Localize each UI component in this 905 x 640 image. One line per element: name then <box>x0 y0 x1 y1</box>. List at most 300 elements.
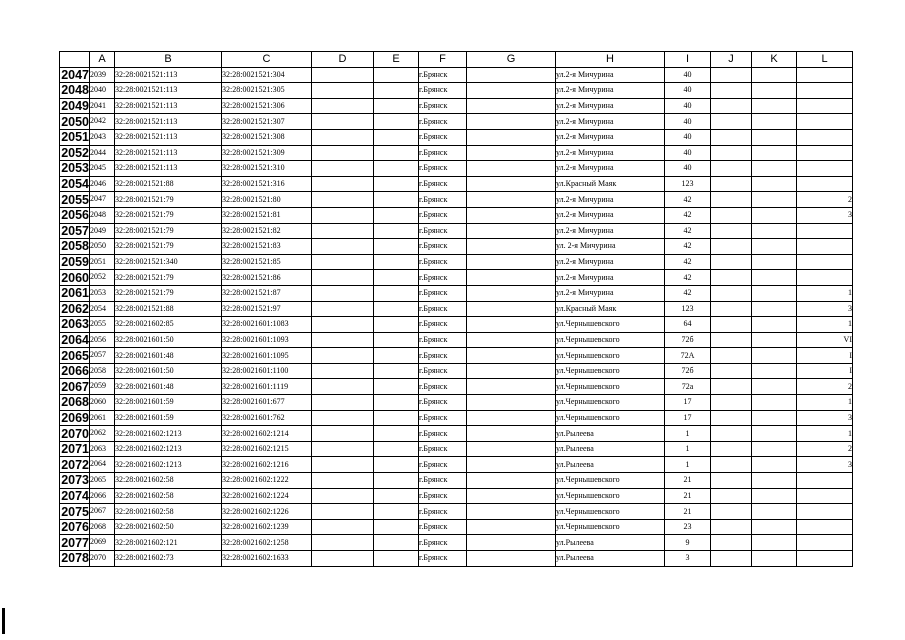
cell-c[interactable]: 32:28:0021521:308 <box>222 129 312 145</box>
cell-g[interactable] <box>467 504 556 520</box>
cell-e[interactable] <box>374 410 419 426</box>
cell-d[interactable] <box>312 348 374 364</box>
row-number[interactable]: 2057 <box>61 223 89 238</box>
cell-a[interactable]: 2048 <box>90 207 115 223</box>
cell-c[interactable]: 32:28:0021521:85 <box>222 254 312 270</box>
cell-k[interactable] <box>752 114 797 130</box>
cell-c[interactable]: 32:28:0021602:1222 <box>222 473 312 489</box>
cell-j[interactable] <box>711 535 752 551</box>
cell-b[interactable]: 32:28:0021521:340 <box>115 254 222 270</box>
cell-f[interactable]: г.Брянск <box>419 129 467 145</box>
cell-g[interactable] <box>467 176 556 192</box>
cell-k[interactable] <box>752 67 797 83</box>
cell-h[interactable]: ул.Чернышевского <box>556 317 665 333</box>
cell-a[interactable]: 2066 <box>90 488 115 504</box>
cell-e[interactable] <box>374 441 419 457</box>
cell-i[interactable]: 17 <box>665 410 711 426</box>
cell-k[interactable] <box>752 410 797 426</box>
cell-c[interactable]: 32:28:0021602:1215 <box>222 441 312 457</box>
cell-k[interactable] <box>752 254 797 270</box>
cell-i[interactable]: 72б <box>665 332 711 348</box>
cell-k[interactable] <box>752 223 797 239</box>
cell-d[interactable] <box>312 192 374 208</box>
cell-h[interactable]: ул.Чернышевского <box>556 395 665 411</box>
cell-f[interactable]: г.Брянск <box>419 285 467 301</box>
cell-h[interactable]: ул.Чернышевского <box>556 473 665 489</box>
column-header-l[interactable]: L <box>797 52 853 68</box>
row-number[interactable]: 2065 <box>61 348 89 363</box>
cell-i[interactable]: 42 <box>665 223 711 239</box>
cell-c[interactable]: 32:28:0021602:1258 <box>222 535 312 551</box>
cell-b[interactable]: 32:28:0021601:59 <box>115 395 222 411</box>
cell-c[interactable]: 32:28:0021601:1083 <box>222 317 312 333</box>
cell-g[interactable] <box>467 161 556 177</box>
cell-l[interactable]: I <box>797 363 853 379</box>
cell-c[interactable]: 32:28:0021521:87 <box>222 285 312 301</box>
cell-d[interactable] <box>312 441 374 457</box>
cell-d[interactable] <box>312 410 374 426</box>
cell-h[interactable]: ул.Чернышевского <box>556 504 665 520</box>
cell-c[interactable]: 32:28:0021521:86 <box>222 270 312 286</box>
cell-b[interactable]: 32:28:0021521:113 <box>115 98 222 114</box>
cell-h[interactable]: ул.2-я Мичурина <box>556 192 665 208</box>
cell-d[interactable] <box>312 270 374 286</box>
row-number[interactable]: 2067 <box>61 379 89 394</box>
cell-f[interactable]: г.Брянск <box>419 223 467 239</box>
cell-b[interactable]: 32:28:0021521:113 <box>115 145 222 161</box>
cell-d[interactable] <box>312 551 374 567</box>
cell-f[interactable]: г.Брянск <box>419 83 467 99</box>
cell-c[interactable]: 32:28:0021521:81 <box>222 207 312 223</box>
cell-i[interactable]: 42 <box>665 207 711 223</box>
cell-f[interactable]: г.Брянск <box>419 67 467 83</box>
cell-h[interactable]: ул.Рылеева <box>556 535 665 551</box>
cell-l[interactable]: 1 <box>797 426 853 442</box>
column-header-g[interactable]: G <box>467 52 556 68</box>
cell-e[interactable] <box>374 270 419 286</box>
cell-h[interactable]: ул.Чернышевского <box>556 363 665 379</box>
cell-i[interactable]: 72а <box>665 379 711 395</box>
cell-g[interactable] <box>467 348 556 364</box>
cell-k[interactable] <box>752 457 797 473</box>
cell-c[interactable]: 32:28:0021521:97 <box>222 301 312 317</box>
cell-k[interactable] <box>752 83 797 99</box>
cell-l[interactable] <box>797 519 853 535</box>
cell-l[interactable]: 3 <box>797 457 853 473</box>
cell-h[interactable]: ул.2-я Мичурина <box>556 129 665 145</box>
cell-f[interactable]: г.Брянск <box>419 98 467 114</box>
cell-i[interactable]: 123 <box>665 301 711 317</box>
cell-b[interactable]: 32:28:0021521:113 <box>115 161 222 177</box>
cell-g[interactable] <box>467 129 556 145</box>
cell-k[interactable] <box>752 301 797 317</box>
cell-h[interactable]: ул.Красный Маяк <box>556 301 665 317</box>
cell-l[interactable]: 1 <box>797 395 853 411</box>
cell-g[interactable] <box>467 426 556 442</box>
cell-l[interactable]: 2 <box>797 379 853 395</box>
cell-j[interactable] <box>711 301 752 317</box>
column-header-j[interactable]: J <box>711 52 752 68</box>
cell-d[interactable] <box>312 363 374 379</box>
cell-a[interactable]: 2058 <box>90 363 115 379</box>
cell-k[interactable] <box>752 145 797 161</box>
row-number[interactable]: 2072 <box>61 457 89 472</box>
cell-g[interactable] <box>467 270 556 286</box>
cell-f[interactable]: г.Брянск <box>419 379 467 395</box>
row-number[interactable]: 2054 <box>61 177 89 192</box>
cell-b[interactable]: 32:28:0021602:1213 <box>115 457 222 473</box>
cell-c[interactable]: 32:28:0021601:1100 <box>222 363 312 379</box>
row-number[interactable]: 2051 <box>61 130 89 145</box>
cell-j[interactable] <box>711 457 752 473</box>
cell-b[interactable]: 32:28:0021521:79 <box>115 239 222 255</box>
cell-g[interactable] <box>467 239 556 255</box>
cell-h[interactable]: ул.2-я Мичурина <box>556 223 665 239</box>
cell-j[interactable] <box>711 223 752 239</box>
cell-l[interactable] <box>797 239 853 255</box>
cell-k[interactable] <box>752 488 797 504</box>
cell-l[interactable] <box>797 83 853 99</box>
column-header-i[interactable]: I <box>665 52 711 68</box>
cell-c[interactable]: 32:28:0021601:1093 <box>222 332 312 348</box>
cell-i[interactable]: 1 <box>665 441 711 457</box>
row-number[interactable]: 2076 <box>61 520 89 535</box>
cell-d[interactable] <box>312 457 374 473</box>
cell-l[interactable] <box>797 504 853 520</box>
cell-i[interactable]: 40 <box>665 161 711 177</box>
cell-a[interactable]: 2041 <box>90 98 115 114</box>
row-number[interactable]: 2049 <box>61 99 89 114</box>
cell-i[interactable]: 40 <box>665 67 711 83</box>
cell-c[interactable]: 32:28:0021602:1216 <box>222 457 312 473</box>
row-number[interactable]: 2058 <box>61 239 89 254</box>
column-header-c[interactable]: C <box>222 52 312 68</box>
cell-b[interactable]: 32:28:0021601:50 <box>115 363 222 379</box>
cell-g[interactable] <box>467 301 556 317</box>
cell-i[interactable]: 40 <box>665 114 711 130</box>
cell-c[interactable]: 32:28:0021521:316 <box>222 176 312 192</box>
cell-e[interactable] <box>374 114 419 130</box>
row-number[interactable]: 2053 <box>61 161 89 176</box>
cell-e[interactable] <box>374 145 419 161</box>
cell-l[interactable]: 3 <box>797 410 853 426</box>
cell-k[interactable] <box>752 129 797 145</box>
cell-j[interactable] <box>711 504 752 520</box>
cell-j[interactable] <box>711 270 752 286</box>
cell-e[interactable] <box>374 332 419 348</box>
cell-l[interactable]: 1 <box>797 317 853 333</box>
cell-e[interactable] <box>374 551 419 567</box>
cell-c[interactable]: 32:28:0021601:1119 <box>222 379 312 395</box>
cell-a[interactable]: 2055 <box>90 317 115 333</box>
cell-i[interactable]: 42 <box>665 285 711 301</box>
cell-a[interactable]: 2043 <box>90 129 115 145</box>
cell-e[interactable] <box>374 161 419 177</box>
cell-j[interactable] <box>711 285 752 301</box>
cell-g[interactable] <box>467 317 556 333</box>
cell-f[interactable]: г.Брянск <box>419 473 467 489</box>
cell-d[interactable] <box>312 129 374 145</box>
cell-l[interactable]: 2 <box>797 192 853 208</box>
cell-a[interactable]: 2052 <box>90 270 115 286</box>
cell-h[interactable]: ул.2-я Мичурина <box>556 145 665 161</box>
cell-i[interactable]: 40 <box>665 83 711 99</box>
cell-a[interactable]: 2061 <box>90 410 115 426</box>
cell-c[interactable]: 32:28:0021601:762 <box>222 410 312 426</box>
cell-c[interactable]: 32:28:0021521:80 <box>222 192 312 208</box>
cell-g[interactable] <box>467 379 556 395</box>
cell-c[interactable]: 32:28:0021601:1095 <box>222 348 312 364</box>
cell-j[interactable] <box>711 519 752 535</box>
cell-i[interactable]: 42 <box>665 239 711 255</box>
cell-h[interactable]: ул.Чернышевского <box>556 379 665 395</box>
cell-l[interactable] <box>797 161 853 177</box>
cell-e[interactable] <box>374 83 419 99</box>
cell-d[interactable] <box>312 67 374 83</box>
cell-l[interactable] <box>797 551 853 567</box>
cell-c[interactable]: 32:28:0021602:1224 <box>222 488 312 504</box>
cell-h[interactable]: ул.2-я Мичурина <box>556 98 665 114</box>
cell-d[interactable] <box>312 488 374 504</box>
cell-k[interactable] <box>752 395 797 411</box>
cell-b[interactable]: 32:28:0021602:58 <box>115 488 222 504</box>
cell-a[interactable]: 2064 <box>90 457 115 473</box>
cell-a[interactable]: 2059 <box>90 379 115 395</box>
cell-d[interactable] <box>312 239 374 255</box>
cell-a[interactable]: 2065 <box>90 473 115 489</box>
cell-j[interactable] <box>711 83 752 99</box>
row-number[interactable]: 2070 <box>61 426 89 441</box>
cell-e[interactable] <box>374 426 419 442</box>
cell-b[interactable]: 32:28:0021521:113 <box>115 129 222 145</box>
cell-b[interactable]: 32:28:0021602:1213 <box>115 441 222 457</box>
cell-g[interactable] <box>467 551 556 567</box>
cell-b[interactable]: 32:28:0021521:88 <box>115 301 222 317</box>
cell-k[interactable] <box>752 98 797 114</box>
cell-i[interactable]: 42 <box>665 192 711 208</box>
cell-a[interactable]: 2063 <box>90 441 115 457</box>
cell-b[interactable]: 32:28:0021521:79 <box>115 223 222 239</box>
cell-f[interactable]: г.Брянск <box>419 441 467 457</box>
column-header-e[interactable]: E <box>374 52 419 68</box>
column-header-a[interactable]: A <box>90 52 115 68</box>
cell-j[interactable] <box>711 192 752 208</box>
cell-h[interactable]: ул.2-я Мичурина <box>556 67 665 83</box>
row-number[interactable]: 2071 <box>61 442 89 457</box>
row-number[interactable]: 2048 <box>61 83 89 98</box>
cell-f[interactable]: г.Брянск <box>419 239 467 255</box>
cell-j[interactable] <box>711 161 752 177</box>
cell-j[interactable] <box>711 410 752 426</box>
cell-h[interactable]: ул.2-я Мичурина <box>556 83 665 99</box>
column-header-b[interactable]: B <box>115 52 222 68</box>
cell-h[interactable]: ул.Красный Маяк <box>556 176 665 192</box>
cell-k[interactable] <box>752 161 797 177</box>
cell-e[interactable] <box>374 176 419 192</box>
cell-g[interactable] <box>467 535 556 551</box>
cell-e[interactable] <box>374 457 419 473</box>
cell-k[interactable] <box>752 176 797 192</box>
cell-c[interactable]: 32:28:0021602:1214 <box>222 426 312 442</box>
cell-a[interactable]: 2053 <box>90 285 115 301</box>
cell-h[interactable]: ул.Чернышевского <box>556 519 665 535</box>
cell-f[interactable]: г.Брянск <box>419 317 467 333</box>
row-number[interactable]: 2077 <box>61 535 89 550</box>
row-number[interactable]: 2061 <box>61 286 89 301</box>
cell-h[interactable]: ул.Чернышевского <box>556 332 665 348</box>
cell-b[interactable]: 32:28:0021521:79 <box>115 270 222 286</box>
cell-g[interactable] <box>467 332 556 348</box>
cell-g[interactable] <box>467 207 556 223</box>
cell-c[interactable]: 32:28:0021602:1239 <box>222 519 312 535</box>
cell-h[interactable]: ул.Чернышевского <box>556 348 665 364</box>
cell-d[interactable] <box>312 379 374 395</box>
cell-b[interactable]: 32:28:0021601:59 <box>115 410 222 426</box>
cell-l[interactable] <box>797 254 853 270</box>
cell-h[interactable]: ул.Чернышевского <box>556 488 665 504</box>
column-header-d[interactable]: D <box>312 52 374 68</box>
row-number[interactable]: 2078 <box>61 551 89 566</box>
row-number[interactable]: 2056 <box>61 208 89 223</box>
cell-j[interactable] <box>711 239 752 255</box>
cell-i[interactable]: 40 <box>665 129 711 145</box>
cell-e[interactable] <box>374 488 419 504</box>
cell-j[interactable] <box>711 395 752 411</box>
cell-c[interactable]: 32:28:0021521:307 <box>222 114 312 130</box>
cell-b[interactable]: 32:28:0021602:58 <box>115 473 222 489</box>
row-number[interactable]: 2066 <box>61 364 89 379</box>
cell-l[interactable]: I <box>797 348 853 364</box>
cell-b[interactable]: 32:28:0021521:113 <box>115 114 222 130</box>
cell-i[interactable]: 21 <box>665 488 711 504</box>
cell-g[interactable] <box>467 410 556 426</box>
cell-j[interactable] <box>711 254 752 270</box>
cell-a[interactable]: 2039 <box>90 67 115 83</box>
cell-k[interactable] <box>752 551 797 567</box>
cell-j[interactable] <box>711 176 752 192</box>
cell-j[interactable] <box>711 488 752 504</box>
cell-a[interactable]: 2056 <box>90 332 115 348</box>
cell-j[interactable] <box>711 379 752 395</box>
cell-h[interactable]: ул.Чернышевского <box>556 410 665 426</box>
cell-a[interactable]: 2067 <box>90 504 115 520</box>
cell-i[interactable]: 1 <box>665 457 711 473</box>
cell-i[interactable]: 42 <box>665 270 711 286</box>
cell-d[interactable] <box>312 395 374 411</box>
cell-e[interactable] <box>374 98 419 114</box>
cell-d[interactable] <box>312 301 374 317</box>
row-number[interactable]: 2059 <box>61 255 89 270</box>
cell-k[interactable] <box>752 426 797 442</box>
cell-f[interactable]: г.Брянск <box>419 207 467 223</box>
row-number[interactable]: 2073 <box>61 473 89 488</box>
cell-f[interactable]: г.Брянск <box>419 410 467 426</box>
cell-g[interactable] <box>467 192 556 208</box>
cell-l[interactable] <box>797 98 853 114</box>
row-number[interactable]: 2047 <box>61 67 89 82</box>
cell-k[interactable] <box>752 207 797 223</box>
cell-b[interactable]: 32:28:0021602:85 <box>115 317 222 333</box>
cell-b[interactable]: 32:28:0021602:58 <box>115 504 222 520</box>
cell-d[interactable] <box>312 83 374 99</box>
cell-l[interactable]: 3 <box>797 301 853 317</box>
cell-a[interactable]: 2049 <box>90 223 115 239</box>
cell-j[interactable] <box>711 98 752 114</box>
cell-f[interactable]: г.Брянск <box>419 488 467 504</box>
cell-l[interactable] <box>797 145 853 161</box>
cell-f[interactable]: г.Брянск <box>419 114 467 130</box>
cell-g[interactable] <box>467 223 556 239</box>
cell-j[interactable] <box>711 363 752 379</box>
cell-b[interactable]: 32:28:0021602:121 <box>115 535 222 551</box>
cell-e[interactable] <box>374 363 419 379</box>
cell-k[interactable] <box>752 473 797 489</box>
cell-c[interactable]: 32:28:0021521:306 <box>222 98 312 114</box>
cell-d[interactable] <box>312 114 374 130</box>
cell-a[interactable]: 2054 <box>90 301 115 317</box>
cell-d[interactable] <box>312 207 374 223</box>
cell-i[interactable]: 40 <box>665 98 711 114</box>
cell-f[interactable]: г.Брянск <box>419 457 467 473</box>
cell-k[interactable] <box>752 379 797 395</box>
cell-b[interactable]: 32:28:0021601:50 <box>115 332 222 348</box>
cell-j[interactable] <box>711 207 752 223</box>
cell-c[interactable]: 32:28:0021601:677 <box>222 395 312 411</box>
cell-c[interactable]: 32:28:0021521:83 <box>222 239 312 255</box>
cell-l[interactable] <box>797 114 853 130</box>
cell-j[interactable] <box>711 129 752 145</box>
cell-h[interactable]: ул. 2-я Мичурина <box>556 239 665 255</box>
cell-d[interactable] <box>312 98 374 114</box>
cell-k[interactable] <box>752 239 797 255</box>
cell-k[interactable] <box>752 332 797 348</box>
cell-i[interactable]: 23 <box>665 519 711 535</box>
row-number[interactable]: 2055 <box>61 192 89 207</box>
row-number[interactable]: 2063 <box>61 317 89 332</box>
cell-d[interactable] <box>312 473 374 489</box>
cell-g[interactable] <box>467 67 556 83</box>
cell-a[interactable]: 2051 <box>90 254 115 270</box>
cell-i[interactable]: 21 <box>665 473 711 489</box>
cell-g[interactable] <box>467 285 556 301</box>
cell-a[interactable]: 2042 <box>90 114 115 130</box>
cell-f[interactable]: г.Брянск <box>419 332 467 348</box>
cell-f[interactable]: г.Брянск <box>419 270 467 286</box>
cell-h[interactable]: ул.2-я Мичурина <box>556 285 665 301</box>
cell-e[interactable] <box>374 504 419 520</box>
cell-e[interactable] <box>374 348 419 364</box>
cell-j[interactable] <box>711 145 752 161</box>
cell-h[interactable]: ул.Рылеева <box>556 441 665 457</box>
cell-d[interactable] <box>312 426 374 442</box>
cell-g[interactable] <box>467 441 556 457</box>
cell-l[interactable] <box>797 473 853 489</box>
cell-l[interactable] <box>797 67 853 83</box>
cell-j[interactable] <box>711 317 752 333</box>
cell-d[interactable] <box>312 332 374 348</box>
cell-b[interactable]: 32:28:0021521:88 <box>115 176 222 192</box>
cell-c[interactable]: 32:28:0021521:305 <box>222 83 312 99</box>
cell-h[interactable]: ул.2-я Мичурина <box>556 270 665 286</box>
row-number[interactable]: 2050 <box>61 114 89 129</box>
cell-l[interactable] <box>797 176 853 192</box>
row-number[interactable]: 2052 <box>61 145 89 160</box>
cell-h[interactable]: ул.Рылеева <box>556 426 665 442</box>
cell-l[interactable]: 1 <box>797 285 853 301</box>
cell-g[interactable] <box>467 457 556 473</box>
cell-j[interactable] <box>711 426 752 442</box>
cell-k[interactable] <box>752 348 797 364</box>
